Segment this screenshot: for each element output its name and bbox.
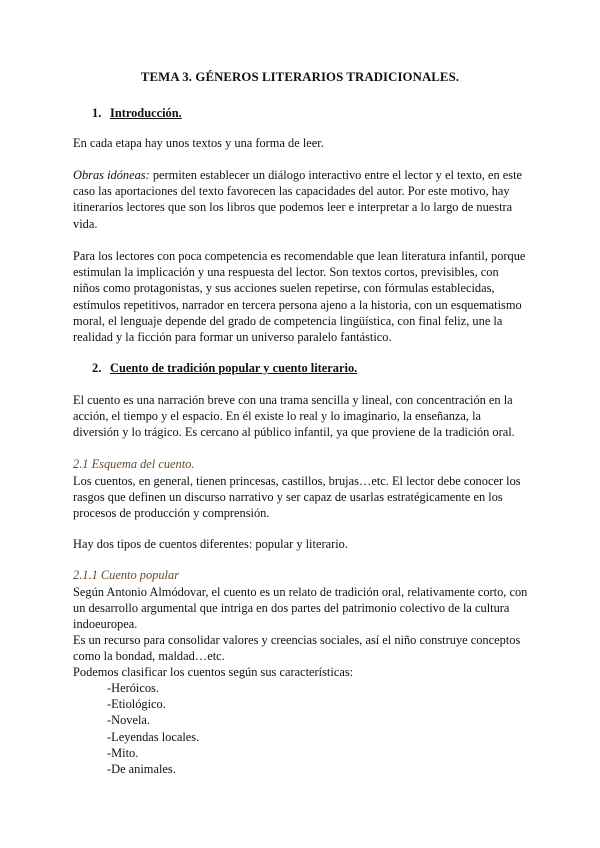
tipos-paragraph: Hay dos tipos de cuentos diferentes: popular y literario. <box>73 537 348 551</box>
list-item: -Leyendas locales. <box>107 729 200 744</box>
list-item: -Novela. <box>107 713 151 728</box>
lectores-paragraph: Para los lectores con poca competencia es recomendable que lean literatura infantil, porque estimulan la implicación y una respuesta del lector. Son textos cortos, previsibles, con niños como protagonistas, y sus acciones suelen repetirse, con fórmulas establecidas, estímulos repetitivos, narrador en tercera persona ajeno a la historia, con un esquematismo moral, el lenguaje depende del grado de competencia lingüística, con final feliz, une la realidad y la ficción para formar un universo paralelo fantástico. <box>73 249 526 345</box>
valores-paragraph: Es un recurso para consolidar valores y creencias sociales, así el niño construye conceptos como la bondad, maldad…etc. <box>73 633 521 664</box>
list-item: -Heróicos. <box>107 681 159 695</box>
cuento-definition-paragraph: El cuento es una narración breve con una trama sencilla y lineal, con concentración en la acción, el tiempo y el espacio. En él existe lo real y lo imaginario, la enseñanza, la diversión y lo trágico. Es cercano al público infantil, ya que proviene de la tradición oral. <box>73 393 515 440</box>
section-1-heading <box>92 106 182 121</box>
section-1-number: 1. <box>92 106 102 120</box>
subsection-2-1-title: 2.1 Esquema del cuento. <box>73 457 195 471</box>
clasificar-paragraph: Podemos clasificar los cuentos según sus características: <box>73 665 354 679</box>
obras-idoneas-paragraph <box>73 167 528 232</box>
section-2-number: 2. <box>92 361 102 375</box>
section-2-title: Cuento de tradición popular y cuento literario. <box>110 361 358 375</box>
cuento-types-list <box>107 680 199 777</box>
list-item: -Etiológico. <box>107 697 166 712</box>
document-title: TEMA 3. GÉNEROS LITERARIOS TRADICIONALES. <box>140 70 460 84</box>
obras-idoneas-text: permiten establecer un diálogo interactivo entre el lector y el texto, en este caso las aportaciones del texto favorecen las capacidades del autor. Por este motivo, hay itinerarios lectores que son los libros que podemos leer e interpretar a lo largo de nuestra vida. <box>73 168 523 231</box>
almodovar-paragraph: Según Antonio Almódovar, el cuento es un relato de tradición oral, relativamente corto, con un desarrollo argumental que intriga en dos partes del patrimonio colectivo de la cultura indoeuropea. <box>73 585 528 632</box>
obras-idoneas-lead: Obras idóneas: <box>73 168 150 182</box>
list-item: -De animales. <box>107 762 176 777</box>
section-1-title: Introducción. <box>110 106 182 120</box>
subsection-2-1-1-title: 2.1.1 Cuento popular <box>73 568 180 582</box>
esquema-paragraph: Los cuentos, en general, tienen princesas, castillos, brujas…etc. El lector debe conocer los rasgos que definen un discurso narrativo y ser capaz de usarlas estratégicamente en los procesos de producción y comprensión. <box>73 474 521 521</box>
section-2-heading <box>92 361 357 376</box>
intro-paragraph: En cada etapa hay unos textos y una forma de leer. <box>73 136 324 150</box>
list-item: -Mito. <box>107 745 139 760</box>
